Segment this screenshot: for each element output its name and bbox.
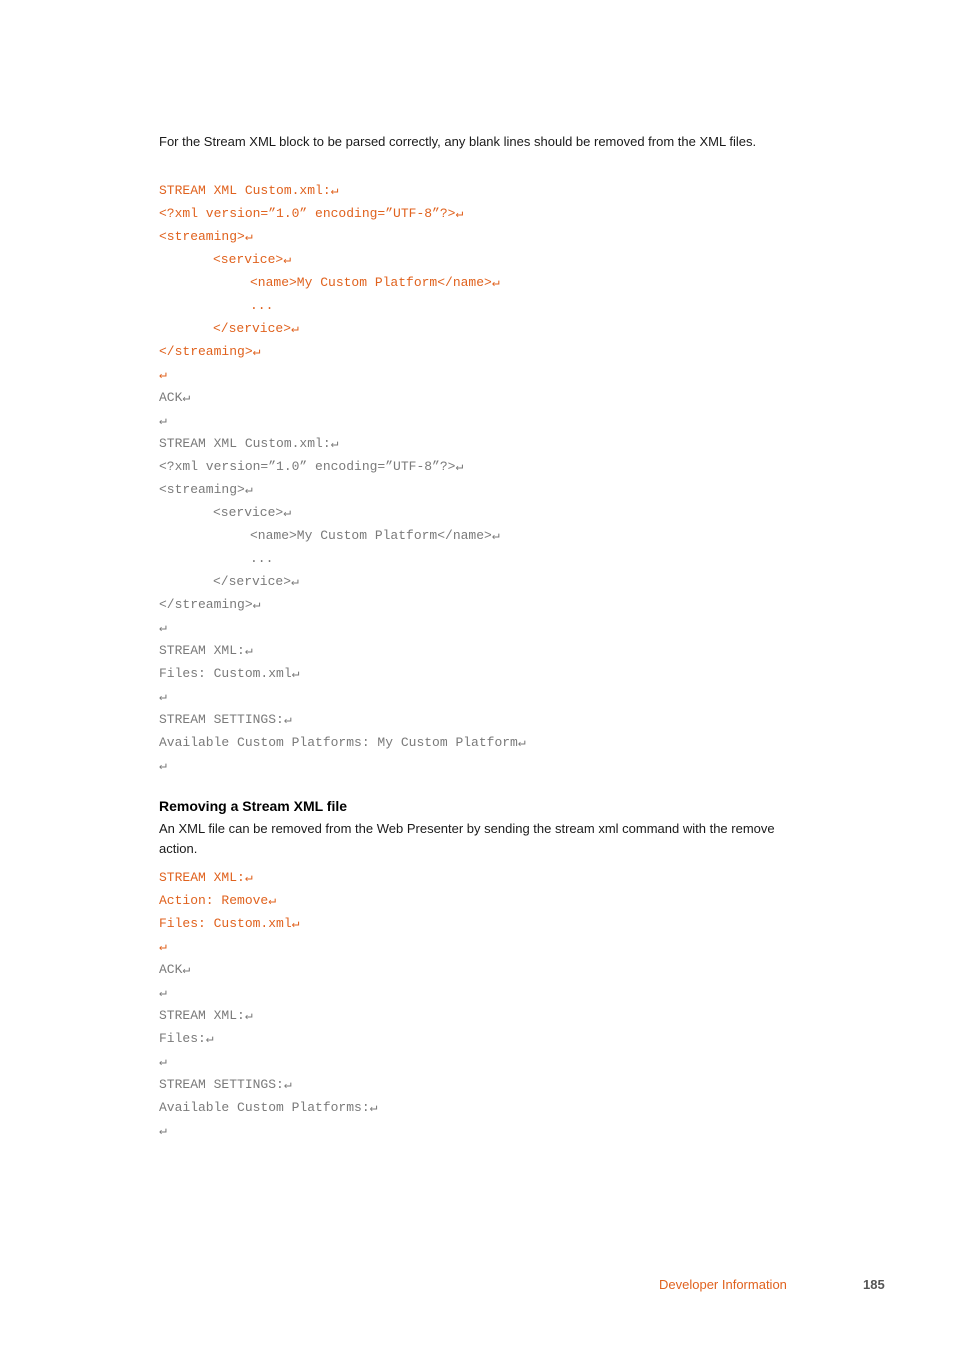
code-line: ... [250, 551, 274, 566]
code-line: <?xml version=”1.0” encoding=”UTF-8”?>↵ [159, 206, 464, 221]
page-number: 185 [863, 1277, 885, 1292]
code-line: Available Custom Platforms:↵ [159, 1100, 378, 1115]
code-line: <?xml version=”1.0” encoding=”UTF-8”?>↵ [159, 459, 464, 474]
code-line: <name>My Custom Platform</name>↵ [250, 275, 500, 290]
code-line: Action: Remove↵ [159, 893, 277, 908]
code-line: </streaming>↵ [159, 344, 261, 359]
code-line: STREAM SETTINGS:↵ [159, 1077, 292, 1092]
code-line: STREAM XML:↵ [159, 870, 253, 885]
intro-paragraph: For the Stream XML block to be parsed correctly, any blank lines should be removed from the XML files. [159, 134, 757, 149]
code-line: ↵ [159, 985, 167, 1000]
code-line: <name>My Custom Platform</name>↵ [250, 528, 500, 543]
code-line: ↵ [159, 689, 167, 704]
code-line: Files: Custom.xml↵ [159, 666, 300, 681]
code-line: <service>↵ [213, 252, 292, 267]
code-line: ↵ [159, 367, 167, 382]
code-line: Files:↵ [159, 1031, 214, 1046]
code-line: Available Custom Platforms: My Custom Platform↵ [159, 735, 526, 750]
code-line: ... [250, 298, 274, 313]
code-line: ↵ [159, 620, 167, 635]
section-heading: Removing a Stream XML file [159, 798, 348, 814]
code-line: ↵ [159, 1054, 167, 1069]
code-line: ACK↵ [159, 962, 191, 977]
add-response-block [159, 386, 526, 777]
code-line: STREAM SETTINGS:↵ [159, 712, 292, 727]
code-line: Files: Custom.xml↵ [159, 916, 300, 931]
code-line: STREAM XML:↵ [159, 1008, 253, 1023]
code-line: <streaming>↵ [159, 229, 253, 244]
code-line: STREAM XML Custom.xml:↵ [159, 436, 339, 451]
remove-response-block [159, 958, 377, 1142]
code-line: ↵ [159, 758, 167, 773]
code-line: ↵ [159, 413, 167, 428]
add-command-block [159, 179, 500, 386]
code-line: <service>↵ [213, 505, 292, 520]
removing-paragraph: An XML file can be removed from the Web Presenter by sending the stream xml command with the remove action. [159, 821, 775, 856]
code-line: </service>↵ [213, 574, 299, 589]
code-line: STREAM XML:↵ [159, 643, 253, 658]
footer-section-title: Developer Information [659, 1277, 787, 1292]
code-line: <streaming>↵ [159, 482, 253, 497]
remove-command-block [159, 866, 299, 958]
code-line: ACK↵ [159, 390, 191, 405]
code-line: ↵ [159, 1123, 167, 1138]
code-line: STREAM XML Custom.xml:↵ [159, 183, 339, 198]
code-line: ↵ [159, 939, 167, 954]
code-line: </streaming>↵ [159, 597, 261, 612]
code-line: </service>↵ [213, 321, 299, 336]
